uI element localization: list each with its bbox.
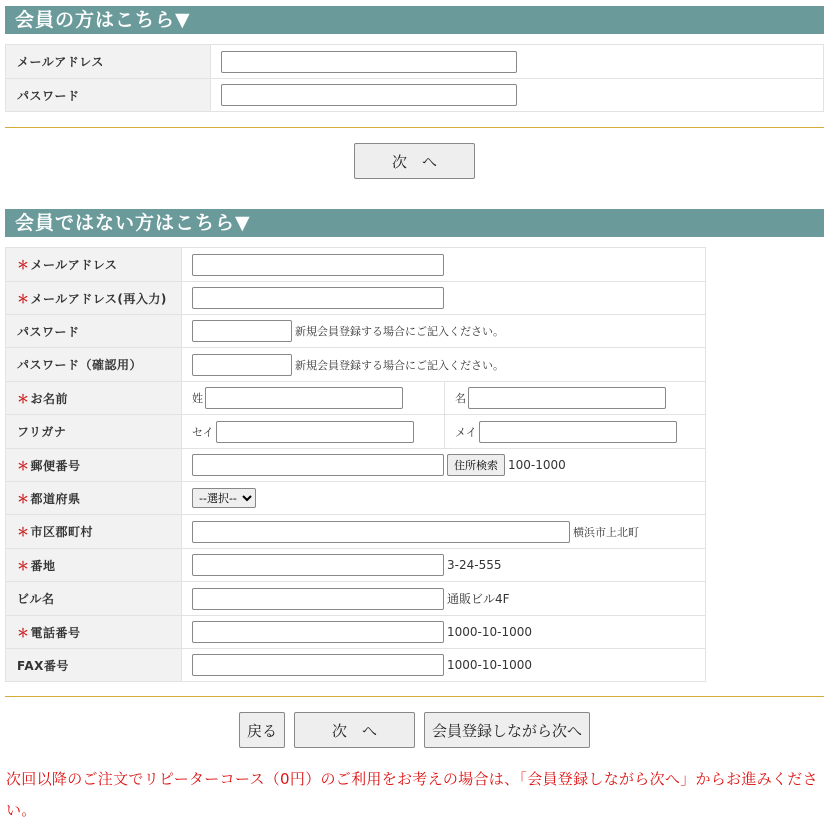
divider — [5, 127, 824, 128]
guest-fax-row — [6, 649, 706, 682]
guest-section-header: 会員ではない方はこちら▼ — [5, 209, 824, 237]
member-email-row — [6, 45, 824, 79]
guest-email-confirm-row — [6, 282, 706, 315]
city-input[interactable] — [192, 521, 570, 543]
register-and-next-button[interactable]: 会員登録しながら次へ — [424, 712, 590, 748]
kana-first-input[interactable] — [479, 421, 677, 443]
prefecture-select[interactable] — [192, 488, 256, 508]
member-password-row — [6, 79, 824, 112]
address-input[interactable] — [192, 554, 444, 576]
member-next-button[interactable]: 次 へ — [354, 143, 475, 179]
guest-city-label: 市区郡町村 — [30, 525, 94, 539]
guest-registration-form — [5, 247, 706, 682]
guest-password-input[interactable] — [192, 320, 292, 342]
guest-email-label: メールアドレス — [30, 258, 118, 272]
guest-password-note: 新規会員登録する場合にご記入ください。 — [295, 325, 504, 338]
divider — [5, 696, 824, 697]
kana-first-label: メイ — [455, 425, 477, 439]
guest-kana-row — [6, 415, 706, 449]
address-hint: 3-24-555 — [447, 558, 502, 572]
required-mark: ＊ — [17, 291, 30, 306]
guest-password-confirm-row — [6, 348, 706, 382]
member-login-form — [5, 44, 824, 112]
member-password-label: パスワード — [6, 79, 211, 112]
required-mark: ＊ — [17, 625, 30, 640]
guest-kana-label: フリガナ — [6, 415, 182, 449]
kana-last-label: セイ — [192, 425, 214, 439]
back-button[interactable]: 戻る — [239, 712, 285, 748]
guest-address-row — [6, 549, 706, 582]
guest-postal-row — [6, 449, 706, 482]
phone-hint: 1000-10-1000 — [447, 625, 533, 639]
first-name-label: 名 — [455, 392, 466, 405]
fax-input[interactable] — [192, 654, 444, 676]
guest-password-confirm-note: 新規会員登録する場合にご記入ください。 — [295, 358, 504, 372]
guest-postal-label: 郵便番号 — [30, 458, 81, 473]
member-email-label: メールアドレス — [6, 45, 211, 79]
member-section-header: 会員の方はこちら▼ — [5, 6, 824, 34]
building-input[interactable] — [192, 588, 444, 610]
guest-address-label: 番地 — [30, 558, 56, 573]
guest-phone-label: 電話番号 — [30, 625, 81, 640]
guest-email-input[interactable] — [192, 254, 444, 276]
address-search-button[interactable]: 住所検索 — [447, 454, 505, 476]
guest-building-row — [6, 582, 706, 616]
guest-building-label: ビル名 — [6, 582, 182, 616]
fax-hint: 1000-10-1000 — [447, 658, 533, 672]
guest-email-confirm-label: メールアドレス(再入力) — [30, 291, 167, 306]
guest-name-label: お名前 — [30, 391, 69, 406]
first-name-input[interactable] — [468, 387, 666, 409]
guest-name-row — [6, 382, 706, 415]
last-name-label: 姓 — [192, 392, 203, 405]
guest-password-confirm-input[interactable] — [192, 354, 292, 376]
required-mark: ＊ — [17, 258, 30, 272]
building-hint: 通販ビル4F — [447, 592, 510, 606]
repeater-course-notice: 次回以降のご注文でリピーターコース（0円）のご利用をお考えの場合は、「会員登録しながら次へ」からお進みください。 — [6, 770, 818, 819]
guest-password-confirm-label: パスワード（確認用） — [6, 348, 182, 382]
required-mark: ＊ — [17, 525, 30, 539]
member-password-input[interactable] — [221, 84, 517, 106]
guest-phone-row — [6, 616, 706, 649]
guest-next-button[interactable]: 次 へ — [294, 712, 415, 748]
guest-prefecture-row — [6, 482, 706, 515]
required-mark: ＊ — [17, 558, 30, 573]
postal-code-input[interactable] — [192, 454, 444, 476]
city-hint: 横浜市上北町 — [573, 525, 639, 539]
guest-city-row — [6, 515, 706, 549]
guest-password-label: パスワード — [6, 315, 182, 348]
guest-fax-label: FAX番号 — [6, 649, 182, 682]
member-email-input[interactable] — [221, 51, 517, 73]
kana-last-input[interactable] — [216, 421, 414, 443]
guest-email-row — [6, 248, 706, 282]
required-mark: ＊ — [17, 491, 30, 506]
required-mark: ＊ — [17, 391, 30, 406]
guest-password-row — [6, 315, 706, 348]
postal-hint: 100-1000 — [508, 458, 566, 472]
last-name-input[interactable] — [205, 387, 403, 409]
guest-prefecture-label: 都道府県 — [30, 491, 81, 506]
guest-email-confirm-input[interactable] — [192, 287, 444, 309]
required-mark: ＊ — [17, 458, 30, 473]
phone-input[interactable] — [192, 621, 444, 643]
